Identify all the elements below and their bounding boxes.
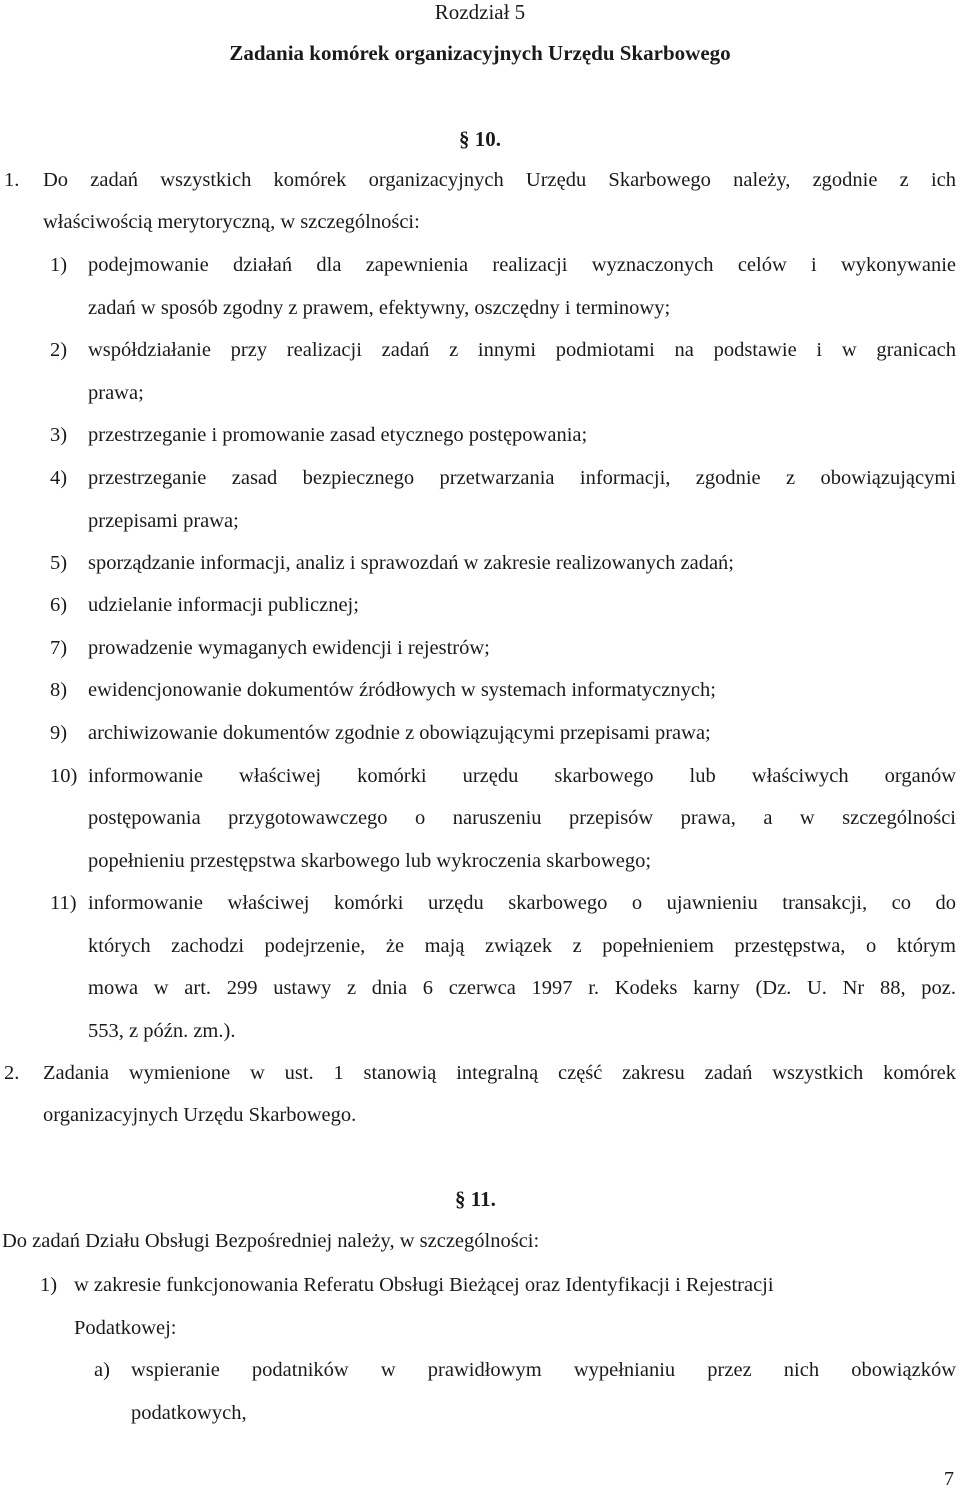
item-6-line1: udzielanie informacji publicznej; — [88, 594, 359, 616]
section-11-subitem-a-line1: wspieranie podatników w prawidłowym wypełnianiu przez nich obowiązków — [131, 1359, 956, 1381]
section-11-subitem-a-line2: podatkowych, — [131, 1402, 247, 1424]
paragraph-1-intro-line1: Do zadań wszystkich komórek organizacyjnych Urzędu Skarbowego należy, zgodnie z ich — [43, 169, 956, 191]
chapter-title: Zadania komórek organizacyjnych Urzędu Skarbowego — [229, 41, 731, 65]
item-number: 3) — [50, 424, 68, 446]
item-number: 10) — [50, 765, 78, 787]
section-11-item-1-line2: Podatkowej: — [74, 1317, 177, 1339]
paragraph-2-line2: organizacyjnych Urzędu Skarbowego. — [43, 1104, 357, 1126]
paragraph-2-line1: Zadania wymienione w ust. 1 stanowią integralną część zakresu zadań wszystkich komórek — [43, 1062, 956, 1084]
item-11-line2: których zachodzi podejrzenie, że mają związek z popełnieniem przestępstwa, o którym — [88, 935, 956, 957]
item-number: 1) — [40, 1274, 58, 1296]
item-number: 7) — [50, 637, 68, 659]
item-11-line4: 553, z późn. zm.). — [88, 1020, 236, 1042]
section-11-item-1-line1: w zakresie funkcjonowania Referatu Obsługi Bieżącej oraz Identyfikacji i Rejestracji — [74, 1274, 774, 1296]
section-11-sign: § 11. — [455, 1187, 496, 1211]
paragraph-1-number: 1. — [4, 169, 20, 191]
item-number: 6) — [50, 594, 68, 616]
item-5-line1: sporządzanie informacji, analiz i sprawozdań w zakresie realizowanych zadań; — [88, 552, 735, 574]
item-number: 11) — [50, 892, 77, 914]
page-number: 7 — [944, 1468, 954, 1490]
item-number: 2) — [50, 339, 68, 361]
paragraph-1-intro-line2: właściwością merytoryczną, w szczególności: — [43, 211, 420, 233]
section-11-intro: Do zadań Działu Obsługi Bezpośredniej należy, w szczególności: — [2, 1230, 540, 1252]
item-number: 8) — [50, 679, 68, 701]
item-number: 1) — [50, 254, 68, 276]
item-2-line1: współdziałanie przy realizacji zadań z innymi podmiotami na podstawie i w granicach — [88, 339, 956, 361]
item-number: 4) — [50, 467, 68, 489]
item-9-line1: archiwizowanie dokumentów zgodnie z obowiązującymi przepisami prawa; — [88, 722, 711, 744]
paragraph-2-number: 2. — [4, 1062, 20, 1084]
item-11-line3: mowa w art. 299 ustawy z dnia 6 czerwca 1997 r. Kodeks karny (Dz. U. Nr 88, poz. — [88, 977, 956, 999]
item-4-line1: przestrzeganie zasad bezpiecznego przetwarzania informacji, zgodnie z obowiązującymi — [88, 467, 956, 489]
subitem-letter: a) — [94, 1359, 110, 1381]
item-10-line1: informowanie właściwej komórki urzędu skarbowego lub właściwych organów — [88, 765, 956, 787]
item-10-line3: popełnieniu przestępstwa skarbowego lub wykroczenia skarbowego; — [88, 850, 652, 872]
item-2-line2: prawa; — [88, 382, 144, 404]
chapter-heading: Rozdział 5 — [434, 0, 526, 24]
item-number: 9) — [50, 722, 68, 744]
item-8-line1: ewidencjonowanie dokumentów źródłowych w systemach informatycznych; — [88, 679, 716, 701]
item-1-line2: zadań w sposób zgodny z prawem, efektywny, oszczędny i terminowy; — [88, 297, 671, 319]
item-10-line2: postępowania przygotowawczego o naruszeniu przepisów prawa, a w szczególności — [88, 807, 956, 829]
item-3-line1: przestrzeganie i promowanie zasad etycznego postępowania; — [88, 424, 588, 446]
item-11-line1: informowanie właściwej komórki urzędu skarbowego o ujawnieniu transakcji, co do — [88, 892, 956, 914]
item-1-line1: podejmowanie działań dla zapewnienia realizacji wyznaczonych celów i wykonywanie — [88, 254, 956, 276]
item-7-line1: prowadzenie wymaganych ewidencji i rejestrów; — [88, 637, 490, 659]
item-4-line2: przepisami prawa; — [88, 510, 239, 532]
section-10-sign: § 10. — [459, 127, 501, 151]
item-number: 5) — [50, 552, 68, 574]
